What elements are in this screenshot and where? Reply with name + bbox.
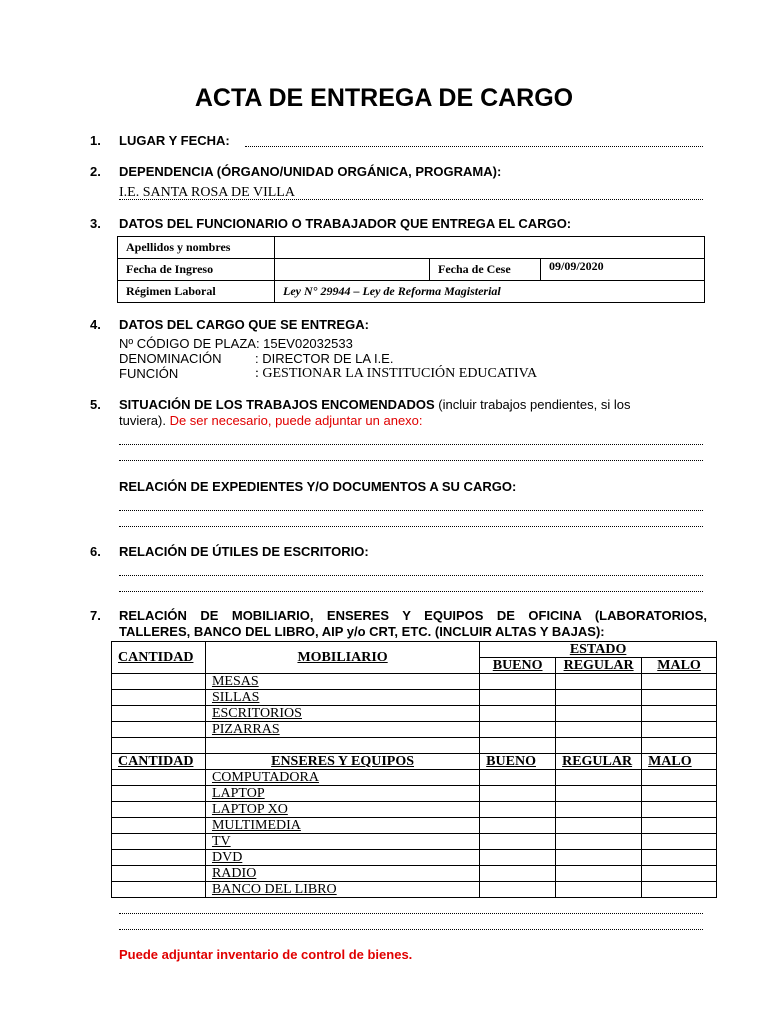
cantidad-cell[interactable] <box>112 866 206 882</box>
malo-cell[interactable] <box>642 770 717 786</box>
enseres_items-item: MULTIMEDIA <box>205 818 479 834</box>
malo-cell[interactable] <box>642 882 717 898</box>
table-row <box>112 770 717 786</box>
section-5-number: 5. <box>90 397 101 412</box>
regular-cell[interactable] <box>556 802 642 818</box>
bueno-cell[interactable] <box>480 706 556 722</box>
table-row <box>112 674 717 690</box>
malo-cell[interactable] <box>642 834 717 850</box>
dependencia-line[interactable] <box>119 199 703 200</box>
bueno-cell[interactable] <box>480 786 556 802</box>
section-2-label: DEPENDENCIA (ÓRGANO/UNIDAD ORGÁNICA, PROGRAMA): <box>119 164 502 179</box>
extra-line-2[interactable] <box>119 929 703 930</box>
bueno-cell[interactable] <box>480 850 556 866</box>
section-7-label-2: TALLERES, BANCO DEL LIBRO, AIP y/o CRT, ETC. (INCLUIR ALTAS Y BAJAS): <box>119 624 605 639</box>
cese-label: Fecha de Cese <box>430 259 541 281</box>
blank-cell[interactable] <box>556 738 642 754</box>
cese-value[interactable]: 09/09/2020 <box>541 259 705 281</box>
malo-cell[interactable] <box>642 690 717 706</box>
blank-cell[interactable] <box>205 738 479 754</box>
section-6-number: 6. <box>90 544 101 559</box>
mobiliario-table <box>111 641 717 898</box>
cantidad-header: CANTIDAD <box>112 642 206 674</box>
funcionario-table <box>117 236 705 303</box>
cantidad-cell[interactable] <box>112 706 206 722</box>
regular-cell[interactable] <box>556 690 642 706</box>
table-row <box>112 818 717 834</box>
malo-cell[interactable] <box>642 850 717 866</box>
bueno-cell[interactable] <box>480 770 556 786</box>
mobiliario_items-item: MESAS <box>205 674 479 690</box>
regular-cell[interactable] <box>556 722 642 738</box>
table-row-blank <box>112 738 717 754</box>
section-1-number: 1. <box>90 133 101 148</box>
malo-cell[interactable] <box>642 722 717 738</box>
extra-line-1[interactable] <box>119 913 703 914</box>
bueno-cell[interactable] <box>480 834 556 850</box>
regular-cell[interactable] <box>556 786 642 802</box>
trabajos-line-2[interactable] <box>119 460 703 461</box>
enseres-header: ENSERES Y EQUIPOS <box>205 754 479 770</box>
cantidad-cell[interactable] <box>112 882 206 898</box>
cantidad-cell[interactable] <box>112 834 206 850</box>
bueno-cell[interactable] <box>480 866 556 882</box>
regular-cell[interactable] <box>556 866 642 882</box>
table-row <box>118 281 705 303</box>
section-7-number: 7. <box>90 608 101 623</box>
table-header-row <box>112 642 717 658</box>
malo-cell[interactable] <box>642 866 717 882</box>
table-row <box>112 786 717 802</box>
utiles-line-2[interactable] <box>119 591 703 592</box>
table-row <box>112 850 717 866</box>
table-row <box>112 866 717 882</box>
apellidos-label: Apellidos y nombres <box>118 237 275 259</box>
cantidad-cell[interactable] <box>112 690 206 706</box>
bueno-cell[interactable] <box>480 818 556 834</box>
bueno-cell[interactable] <box>480 674 556 690</box>
bueno-cell[interactable] <box>480 882 556 898</box>
utiles-line-1[interactable] <box>119 575 703 576</box>
section-4-number: 4. <box>90 317 101 332</box>
cantidad-cell[interactable] <box>112 850 206 866</box>
cantidad-cell[interactable] <box>112 818 206 834</box>
mobiliario_items-item: ESCRITORIOS <box>205 706 479 722</box>
cantidad-cell[interactable] <box>112 786 206 802</box>
regular-cell[interactable] <box>556 706 642 722</box>
expedientes-line-1[interactable] <box>119 510 703 511</box>
malo-cell[interactable] <box>642 786 717 802</box>
document-title: ACTA DE ENTREGA DE CARGO <box>194 84 574 112</box>
ingreso-label: Fecha de Ingreso <box>118 259 275 281</box>
table-header-row <box>112 754 717 770</box>
table-row <box>112 722 717 738</box>
regimen-value: Ley N° 29944 – Ley de Reforma Magisterial <box>275 281 705 303</box>
enseres_items-item: LAPTOP XO <box>205 802 479 818</box>
cantidad-cell[interactable] <box>112 802 206 818</box>
trabajos-line-1[interactable] <box>119 444 703 445</box>
funcion-label: FUNCIÓN <box>119 366 179 381</box>
denominacion-label: DENOMINACIÓN <box>119 351 222 366</box>
cantidad-header-2: CANTIDAD <box>112 754 206 770</box>
regular-cell[interactable] <box>556 882 642 898</box>
enseres_items-item: RADIO <box>205 866 479 882</box>
table-row <box>118 237 705 259</box>
bueno-cell[interactable] <box>480 722 556 738</box>
enseres_items-item: COMPUTADORA <box>205 770 479 786</box>
section-6-label: RELACIÓN DE ÚTILES DE ESCRITORIO: <box>119 544 369 559</box>
expedientes-line-2[interactable] <box>119 526 703 527</box>
blank-cell[interactable] <box>642 738 717 754</box>
section-5-label: SITUACIÓN DE LOS TRABAJOS ENCOMENDADOS <box>119 397 435 412</box>
denominacion-value: : DIRECTOR DE LA I.E. <box>255 351 394 366</box>
apellidos-value[interactable] <box>275 237 705 259</box>
cantidad-cell[interactable] <box>112 770 206 786</box>
ingreso-value[interactable] <box>275 259 430 281</box>
mobiliario-header: MOBILIARIO <box>205 642 479 674</box>
enseres_items-item: DVD <box>205 850 479 866</box>
codigo-plaza: Nº CÓDIGO DE PLAZA: 15EV02032533 <box>119 336 353 351</box>
section-5-note: (incluir trabajos pendientes, si los <box>434 397 631 412</box>
regular-cell[interactable] <box>556 674 642 690</box>
estado-header: ESTADO <box>480 642 717 658</box>
malo-header: MALO <box>642 658 717 674</box>
blank-cell[interactable] <box>112 738 206 754</box>
table-row <box>118 259 705 281</box>
table-row <box>112 802 717 818</box>
malo-cell[interactable] <box>642 818 717 834</box>
malo-cell[interactable] <box>642 674 717 690</box>
enseres_items-item: BANCO DEL LIBRO <box>205 882 479 898</box>
blank-cell[interactable] <box>480 738 556 754</box>
dependencia-value: I.E. SANTA ROSA DE VILLA <box>119 185 295 200</box>
malo-cell[interactable] <box>642 802 717 818</box>
mobiliario_items-item: PIZARRAS <box>205 722 479 738</box>
section-4-label: DATOS DEL CARGO QUE SE ENTREGA: <box>119 317 369 332</box>
section-7-label-1: RELACIÓN DE MOBILIARIO, ENSERES Y EQUIPOS DE OFICINA (LABORATORIOS, <box>119 608 707 623</box>
cantidad-cell[interactable] <box>112 674 206 690</box>
regular-header: REGULAR <box>556 658 642 674</box>
malo-cell[interactable] <box>642 706 717 722</box>
section-5-note-line <box>119 413 423 428</box>
cantidad-cell[interactable] <box>112 722 206 738</box>
mobiliario_items-item: SILLAS <box>205 690 479 706</box>
table-row <box>112 834 717 850</box>
section-3-number: 3. <box>90 216 101 231</box>
table-row <box>112 706 717 722</box>
bueno-cell[interactable] <box>480 690 556 706</box>
expedientes-label: RELACIÓN DE EXPEDIENTES Y/O DOCUMENTOS A SU CARGO: <box>119 479 517 494</box>
regular-cell[interactable] <box>556 850 642 866</box>
funcion-value: : GESTIONAR LA INSTITUCIÓN EDUCATIVA <box>255 366 538 381</box>
section-5-annex-note: De ser necesario, puede adjuntar un anexo: <box>165 413 423 428</box>
section-3-label: DATOS DEL FUNCIONARIO O TRABAJADOR QUE ENTREGA EL CARGO: <box>119 216 572 231</box>
regular-cell[interactable] <box>556 770 642 786</box>
enseres_items-item: TV <box>205 834 479 850</box>
regular-header-2: REGULAR <box>556 754 642 770</box>
bueno-cell[interactable] <box>480 802 556 818</box>
bueno-header-2: BUENO <box>480 754 556 770</box>
bueno-header: BUENO <box>480 658 556 674</box>
lugar-fecha-line[interactable] <box>245 146 703 147</box>
section-5-label-line <box>119 397 630 412</box>
regular-cell[interactable] <box>556 834 642 850</box>
regular-cell[interactable] <box>556 818 642 834</box>
enseres_items-item: LAPTOP <box>205 786 479 802</box>
malo-header-2: MALO <box>642 754 717 770</box>
table-row <box>112 690 717 706</box>
section-1-label: LUGAR Y FECHA: <box>119 133 230 148</box>
inventario-note: Puede adjuntar inventario de control de bienes. <box>119 947 413 962</box>
section-5-note-2: tuviera). <box>119 413 166 428</box>
table-row <box>112 882 717 898</box>
regimen-label: Régimen Laboral <box>118 281 275 303</box>
section-2-number: 2. <box>90 164 101 179</box>
